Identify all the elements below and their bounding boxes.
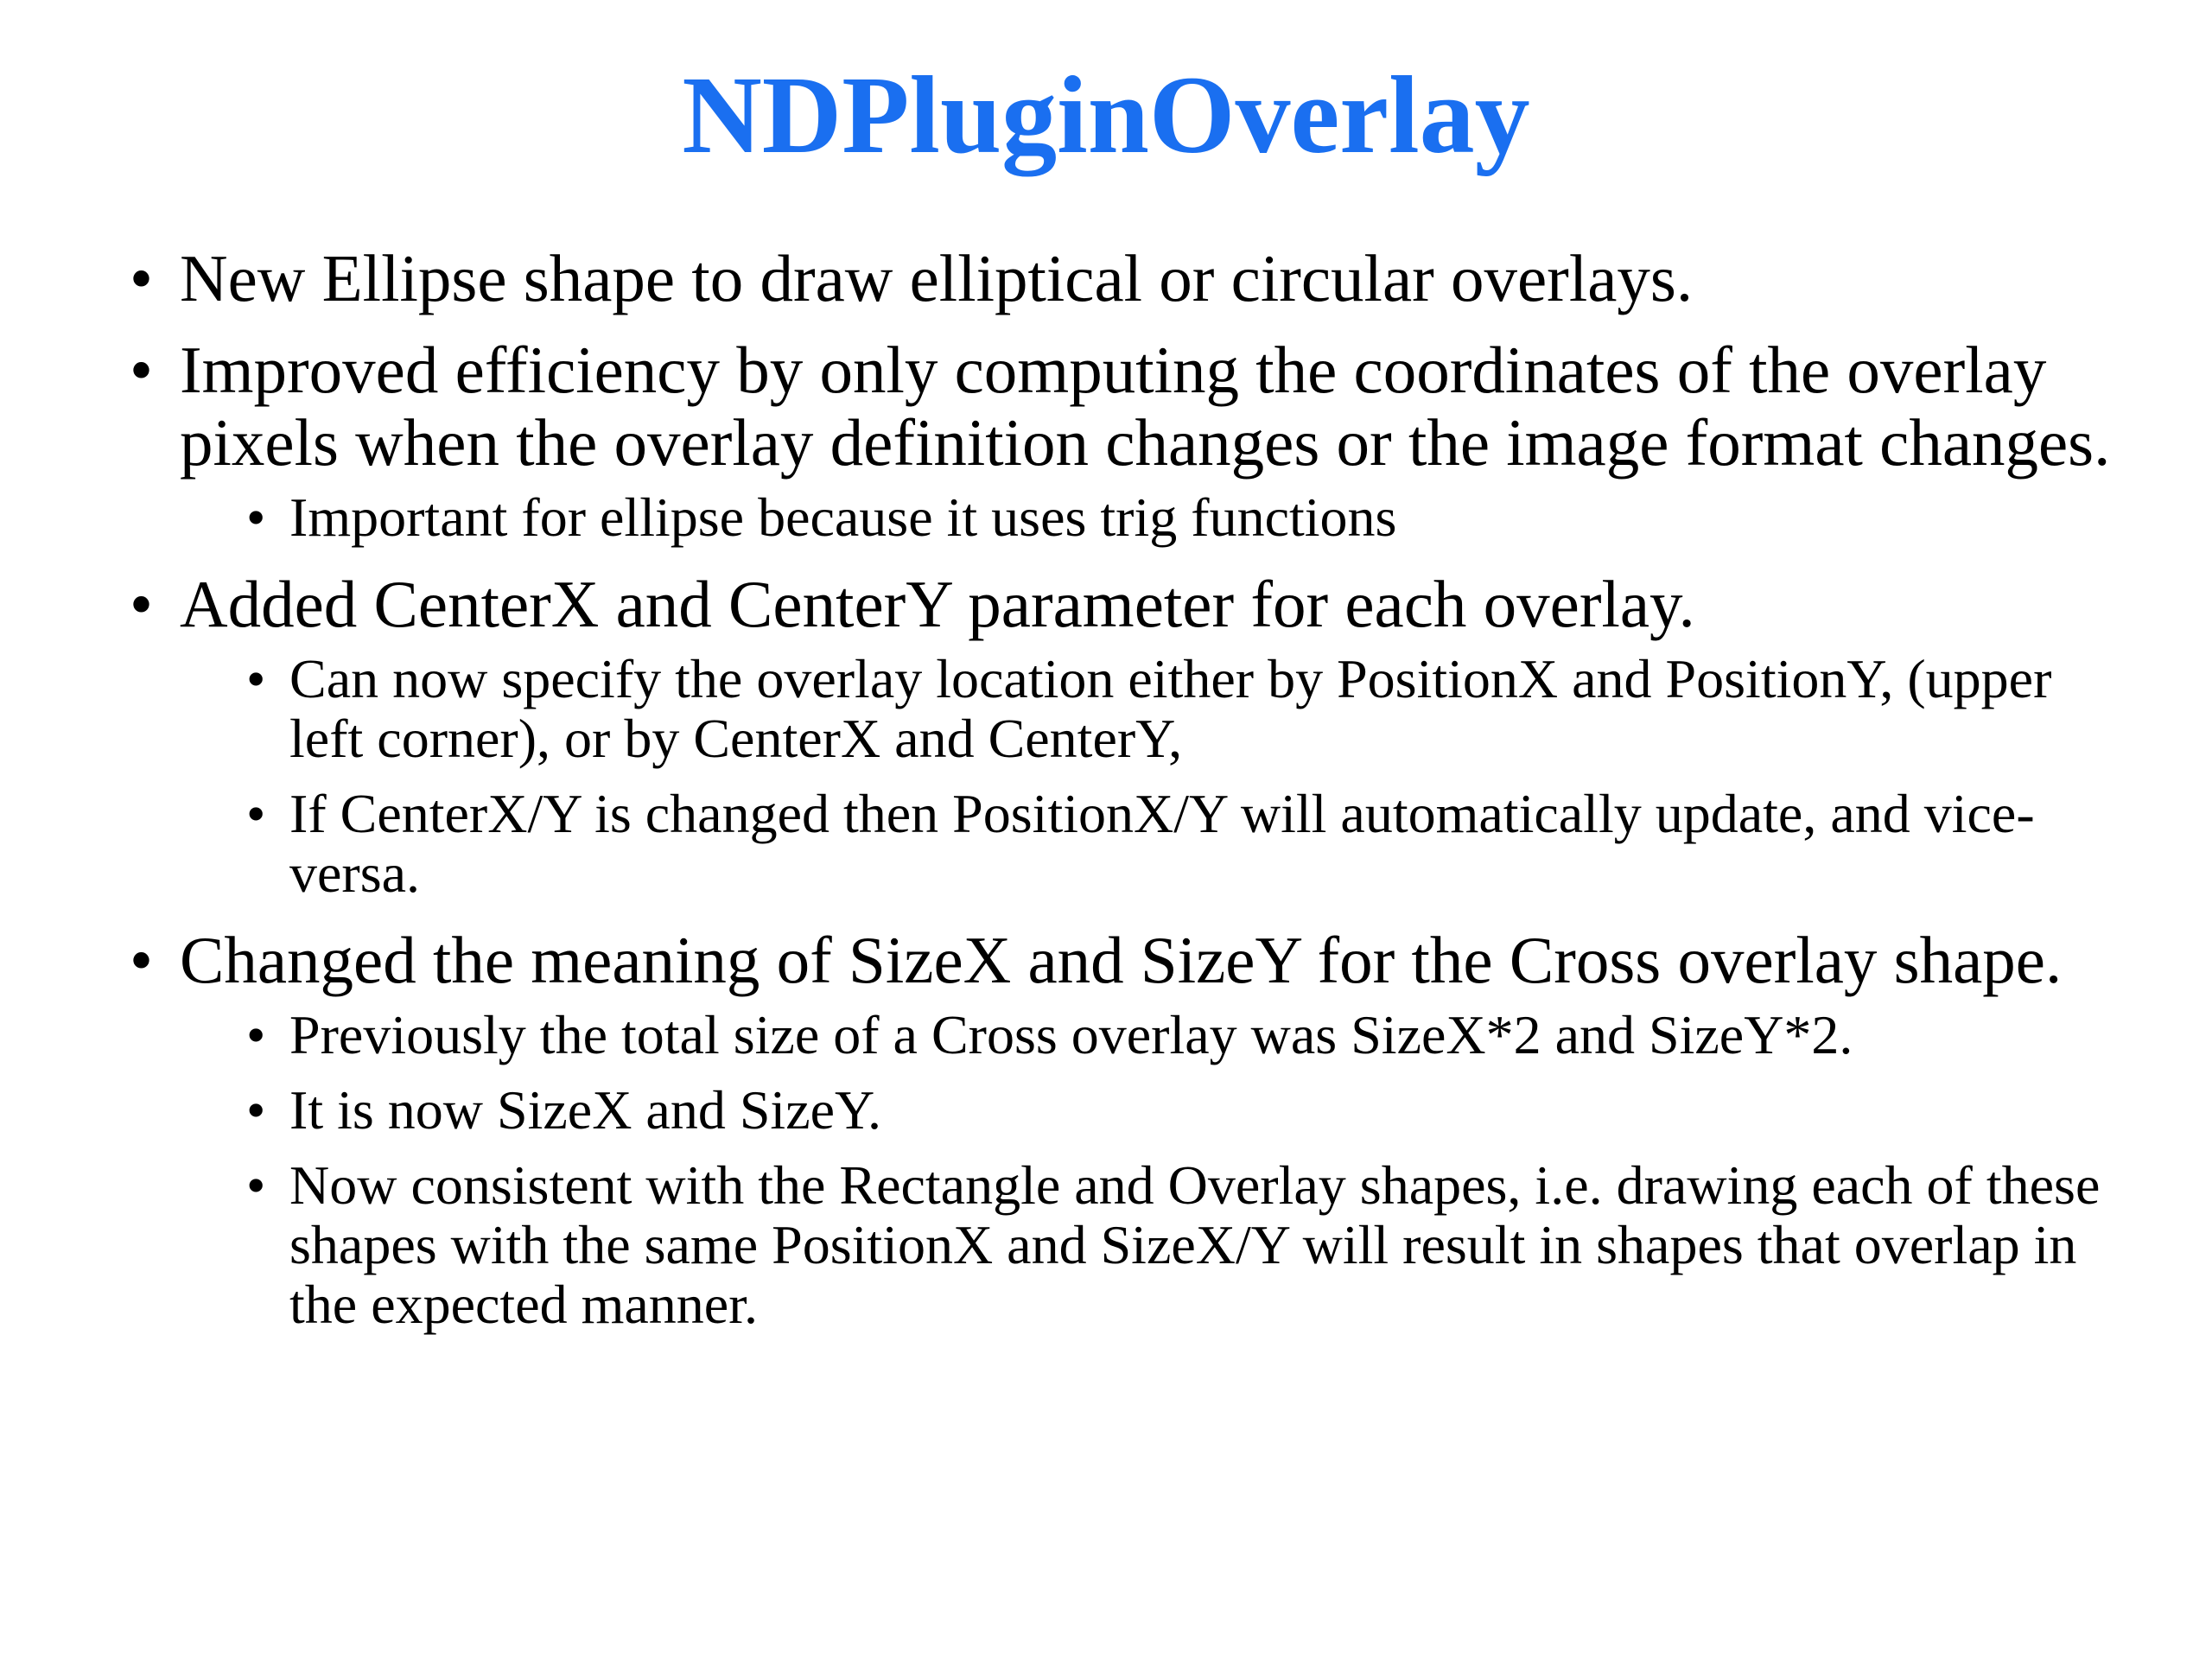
bullet-icon: • <box>130 241 153 315</box>
sub-bullet-list <box>130 649 2117 903</box>
sub-bullet-item <box>246 1155 2117 1334</box>
bullet-text: New Ellipse shape to draw elliptical or circular overlays. <box>180 241 1694 315</box>
bullet-item <box>130 924 2117 996</box>
sub-bullet-text: Previously the total size of a Cross overlay was SizeX*2 and SizeY*2. <box>289 1004 1853 1065</box>
slide-title: NDPluginOverlay <box>682 54 1530 176</box>
sub-bullet-text: Important for ellipse because it uses trig functions <box>289 486 1397 548</box>
sub-bullet-text: Can now specify the overlay location either by PositionX and PositionY, (upper left corner), or by CenterX and CenterY, <box>289 648 2052 769</box>
bullet-list <box>130 242 2117 1355</box>
bullet-item <box>130 242 2117 315</box>
bullet-icon: • <box>130 567 153 641</box>
bullet-text: Added CenterX and CenterY parameter for each overlay. <box>180 567 1695 641</box>
sub-bullet-item <box>246 1080 2117 1140</box>
sub-bullet-item <box>246 784 2117 903</box>
bullet-text: Improved efficiency by only computing the coordinates of the overlay pixels when the overlay definition changes or the image format changes. <box>180 333 2111 480</box>
sub-bullet-icon: • <box>246 648 266 709</box>
sub-bullet-icon: • <box>246 486 266 548</box>
sub-bullet-icon: • <box>246 1079 266 1141</box>
sub-bullet-item <box>246 649 2117 768</box>
sub-bullet-text: It is now SizeX and SizeY. <box>289 1079 881 1141</box>
sub-bullet-item <box>246 487 2117 547</box>
sub-bullet-icon: • <box>246 783 266 844</box>
bullet-icon: • <box>130 333 153 407</box>
sub-bullet-list <box>130 1005 2117 1334</box>
bullet-icon: • <box>130 923 153 997</box>
bullet-item <box>130 568 2117 640</box>
bullet-text: Changed the meaning of SizeX and SizeY for the Cross overlay shape. <box>180 923 2063 997</box>
bullet-item <box>130 334 2117 479</box>
sub-bullet-list <box>130 487 2117 547</box>
sub-bullet-item <box>246 1005 2117 1065</box>
sub-bullet-icon: • <box>246 1004 266 1065</box>
sub-bullet-text: If CenterX/Y is changed then PositionX/Y will automatically update, and vice-versa. <box>289 783 2035 904</box>
sub-bullet-text: Now consistent with the Rectangle and Overlay shapes, i.e. drawing each of these shapes with the same PositionX and SizeX/Y will result in shapes that overlap in the expected manner. <box>289 1154 2101 1335</box>
sub-bullet-icon: • <box>246 1154 266 1216</box>
